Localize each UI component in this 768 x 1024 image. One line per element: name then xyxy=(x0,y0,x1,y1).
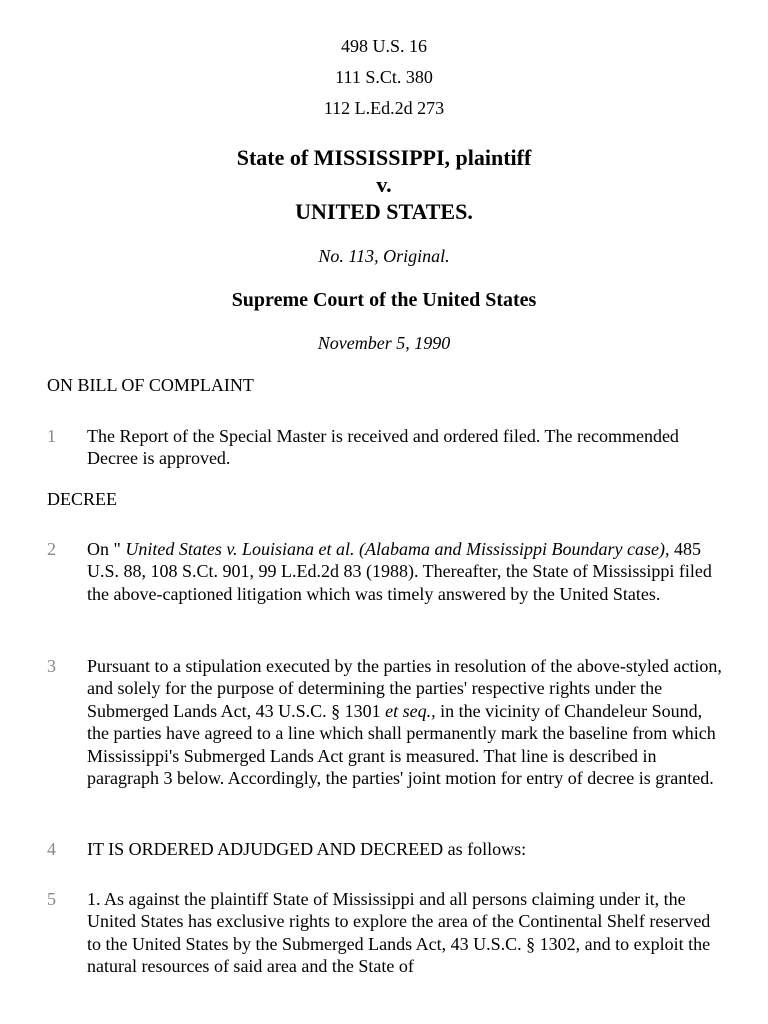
case-name-italic: United States v. Louisiana et al. (Alabama and Mississippi Boundary case), xyxy=(125,539,670,559)
citation-supreme-court-reporter: 111 S.Ct. 380 xyxy=(335,67,433,87)
case-title-plaintiff: State of MISSISSIPPI, plaintiff xyxy=(236,145,532,170)
paragraph-text-prefix: On " xyxy=(87,539,126,559)
citation-us-reports: 498 U.S. 16 xyxy=(340,36,427,56)
case-title-versus: v. xyxy=(376,172,392,197)
paragraph-text-before: Pursuant to a stipulation executed by the parties in resolution of the above-styled action, and solely for the purpose of determining the parties' respective rights under the Submerged Lands Act, 43 U.S.C. § 1301 xyxy=(87,656,722,721)
citation-lawyers-edition: 112 L.Ed.2d 273 xyxy=(323,98,445,118)
heading-bill-of-complaint: ON BILL OF COMPLAINT xyxy=(47,375,254,395)
paragraph-text xyxy=(87,538,727,605)
heading-decree: DECREE xyxy=(47,489,117,509)
paragraph-number: 4 xyxy=(47,839,56,859)
case-title xyxy=(0,144,768,225)
docket-number: No. 113, Original. xyxy=(318,246,450,266)
paragraph-number: 3 xyxy=(47,656,56,676)
et-seq-italic: et seq., xyxy=(385,700,436,721)
paragraph-text: The Report of the Special Master is received and ordered filed. The recommended Decree is approved. xyxy=(87,426,679,469)
paragraph-text-suffix: 485 U.S. 88, 108 S.Ct. 901, 99 L.Ed.2d 83 (1988). Thereafter, the State of Mississippi filed the above-captioned litigation which was timely answered by the United States. xyxy=(87,539,712,604)
paragraph-number: 5 xyxy=(47,889,56,909)
case-title-defendant: UNITED STATES. xyxy=(295,199,473,224)
decision-date: November 5, 1990 xyxy=(317,333,451,353)
court-name: Supreme Court of the United States xyxy=(231,289,537,311)
paragraph-number: 2 xyxy=(47,539,56,559)
paragraph-text: 1. As against the plaintiff State of Mississippi and all persons claiming under it, the United States has exclusive rights to explore the area of the Continental Shelf reserved to the United States by the Submerged Lands Act, 43 U.S.C. § 1302, and to exploit the natural resources of said area and the State of xyxy=(87,889,711,977)
citations-block xyxy=(0,34,768,127)
paragraph-number: 1 xyxy=(47,426,56,446)
paragraph-text xyxy=(87,655,727,789)
paragraph-text: IT IS ORDERED ADJUDGED AND DECREED as follows: xyxy=(87,839,527,859)
paragraph-text-after: in the vicinity of Chandeleur Sound, the parties have agreed to a line which shall permanently mark the baseline from which Mississippi's Submerged Lands Act grant is measured. That line is described in paragraph 3 below. Accordingly, the parties' joint motion for entry of decree is granted. xyxy=(87,700,716,789)
